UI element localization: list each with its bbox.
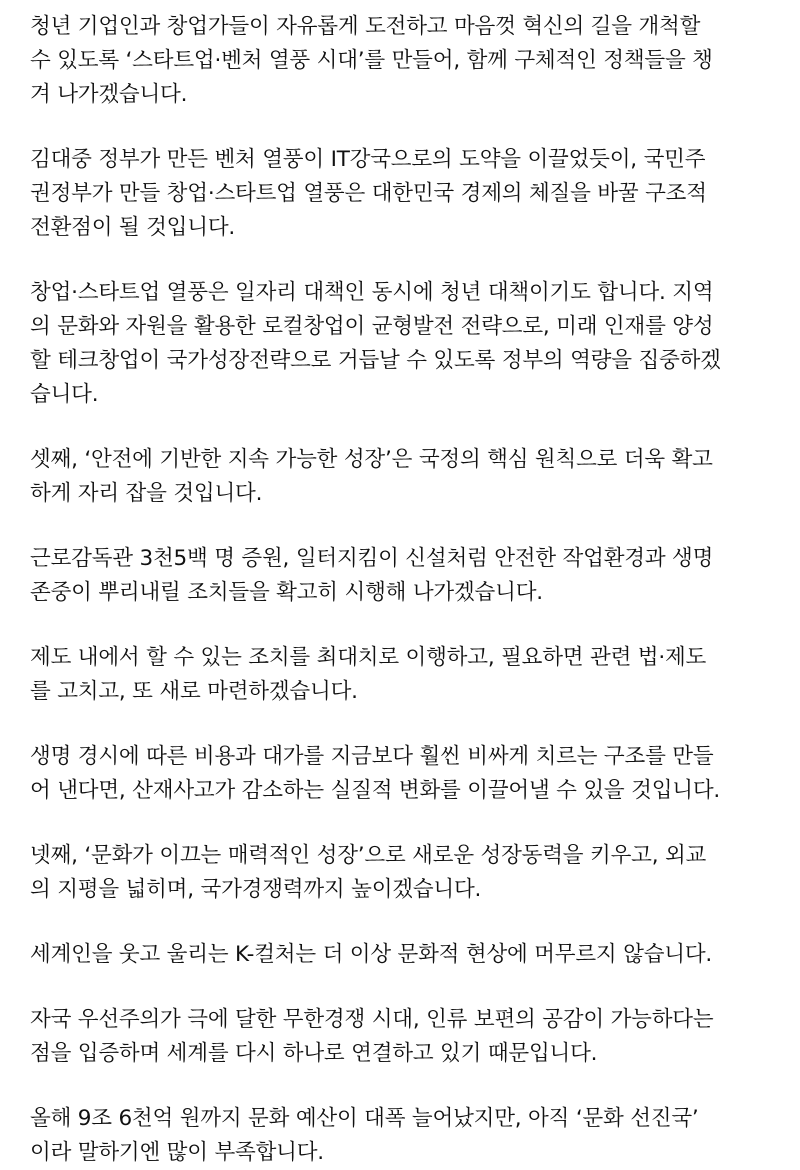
paragraph-culture-growth	[30, 839, 788, 907]
text-line: 청년 기업인과 창업가들이 자유롭게 도전하고 마음껏 혁신의 길을 개척할	[30, 14, 701, 39]
paragraph-youth-policy	[30, 276, 788, 412]
text-line: 어 낸다면, 산재사고가 감소하는 실질적 변화를 이끌어낼 수 있을 것입니다.	[30, 778, 721, 803]
text-line: 의 문화와 자원을 활용한 로컬창업이 균형발전 전략으로, 미래 인재를 양성	[30, 314, 714, 339]
paragraph-culture-budget	[30, 1102, 788, 1170]
paragraph-labor-inspectors	[30, 542, 788, 610]
text-line: 김대중 정부가 만든 벤처 열풍이 IT강국으로의 도약을 이끌었듯이, 국민주	[30, 147, 706, 172]
text-line: 를 고치고, 또 새로 마련하겠습니다.	[30, 679, 358, 704]
text-line: 자국 우선주의가 극에 달한 무한경쟁 시대, 인류 보편의 공감이 가능하다는	[30, 1007, 714, 1032]
paragraph-legal-measures	[30, 641, 788, 709]
text-line: 수 있도록 ‘스타트업·벤처 열풍 시대’를 만들어, 함께 구체적인 정책들을 챙	[30, 48, 713, 73]
text-line: 창업·스타트업 열풍은 일자리 대책인 동시에 청년 대책이기도 합니다. 지역	[30, 280, 714, 305]
paragraph-k-culture	[30, 938, 788, 972]
text-line: 습니다.	[30, 382, 99, 407]
text-line: 점을 입증하며 세계를 다시 하나로 연결하고 있기 때문입니다.	[30, 1041, 598, 1066]
text-line: 이라 말하기엔 많이 부족합니다.	[30, 1140, 324, 1165]
text-line: 전환점이 될 것입니다.	[30, 215, 236, 240]
text-line: 존중이 뿌리내릴 조치들을 확고히 시행해 나가겠습니다.	[30, 580, 543, 605]
text-line: 하게 자리 잡을 것입니다.	[30, 481, 263, 506]
text-line: 올해 9조 6천억 원까지 문화 예산이 대폭 늘어났지만, 아직 ‘문화 선진국’	[30, 1106, 699, 1131]
paragraph-universal-empathy	[30, 1003, 788, 1071]
text-line: 할 테크창업이 국가성장전략으로 거듭날 수 있도록 정부의 역량을 집중하겠	[30, 348, 721, 373]
text-line: 제도 내에서 할 수 있는 조치를 최대치로 이행하고, 필요하면 관련 법·제도	[30, 645, 707, 670]
text-line: 의 지평을 넓히며, 국가경쟁력까지 높이겠습니다.	[30, 877, 482, 902]
text-line: 넷째, ‘문화가 이끄는 매력적인 성장’으로 새로운 성장동력을 키우고, 외교	[30, 843, 707, 868]
paragraph-cost-structure	[30, 740, 788, 808]
text-line: 셋째, ‘안전에 기반한 지속 가능한 성장’은 국정의 핵심 원칙으로 더욱 확고	[30, 447, 713, 472]
text-line: 근로감독관 3천5백 명 증원, 일터지킴이 신설처럼 안전한 작업환경과 생명	[30, 546, 714, 571]
paragraph-safety-growth	[30, 443, 788, 511]
paragraph-startup-era	[30, 10, 788, 112]
text-line: 세계인을 웃고 울리는 K-컬처는 더 이상 문화적 현상에 머무르지 않습니다.	[30, 942, 713, 967]
text-line: 겨 나가겠습니다.	[30, 82, 188, 107]
paragraph-venture-boom	[30, 143, 788, 245]
text-line: 권정부가 만들 창업·스타트업 열풍은 대한민국 경제의 체질을 바꿀 구조적	[30, 181, 707, 206]
text-line: 생명 경시에 따른 비용과 대가를 지금보다 훨씬 비싸게 치르는 구조를 만들	[30, 744, 714, 769]
